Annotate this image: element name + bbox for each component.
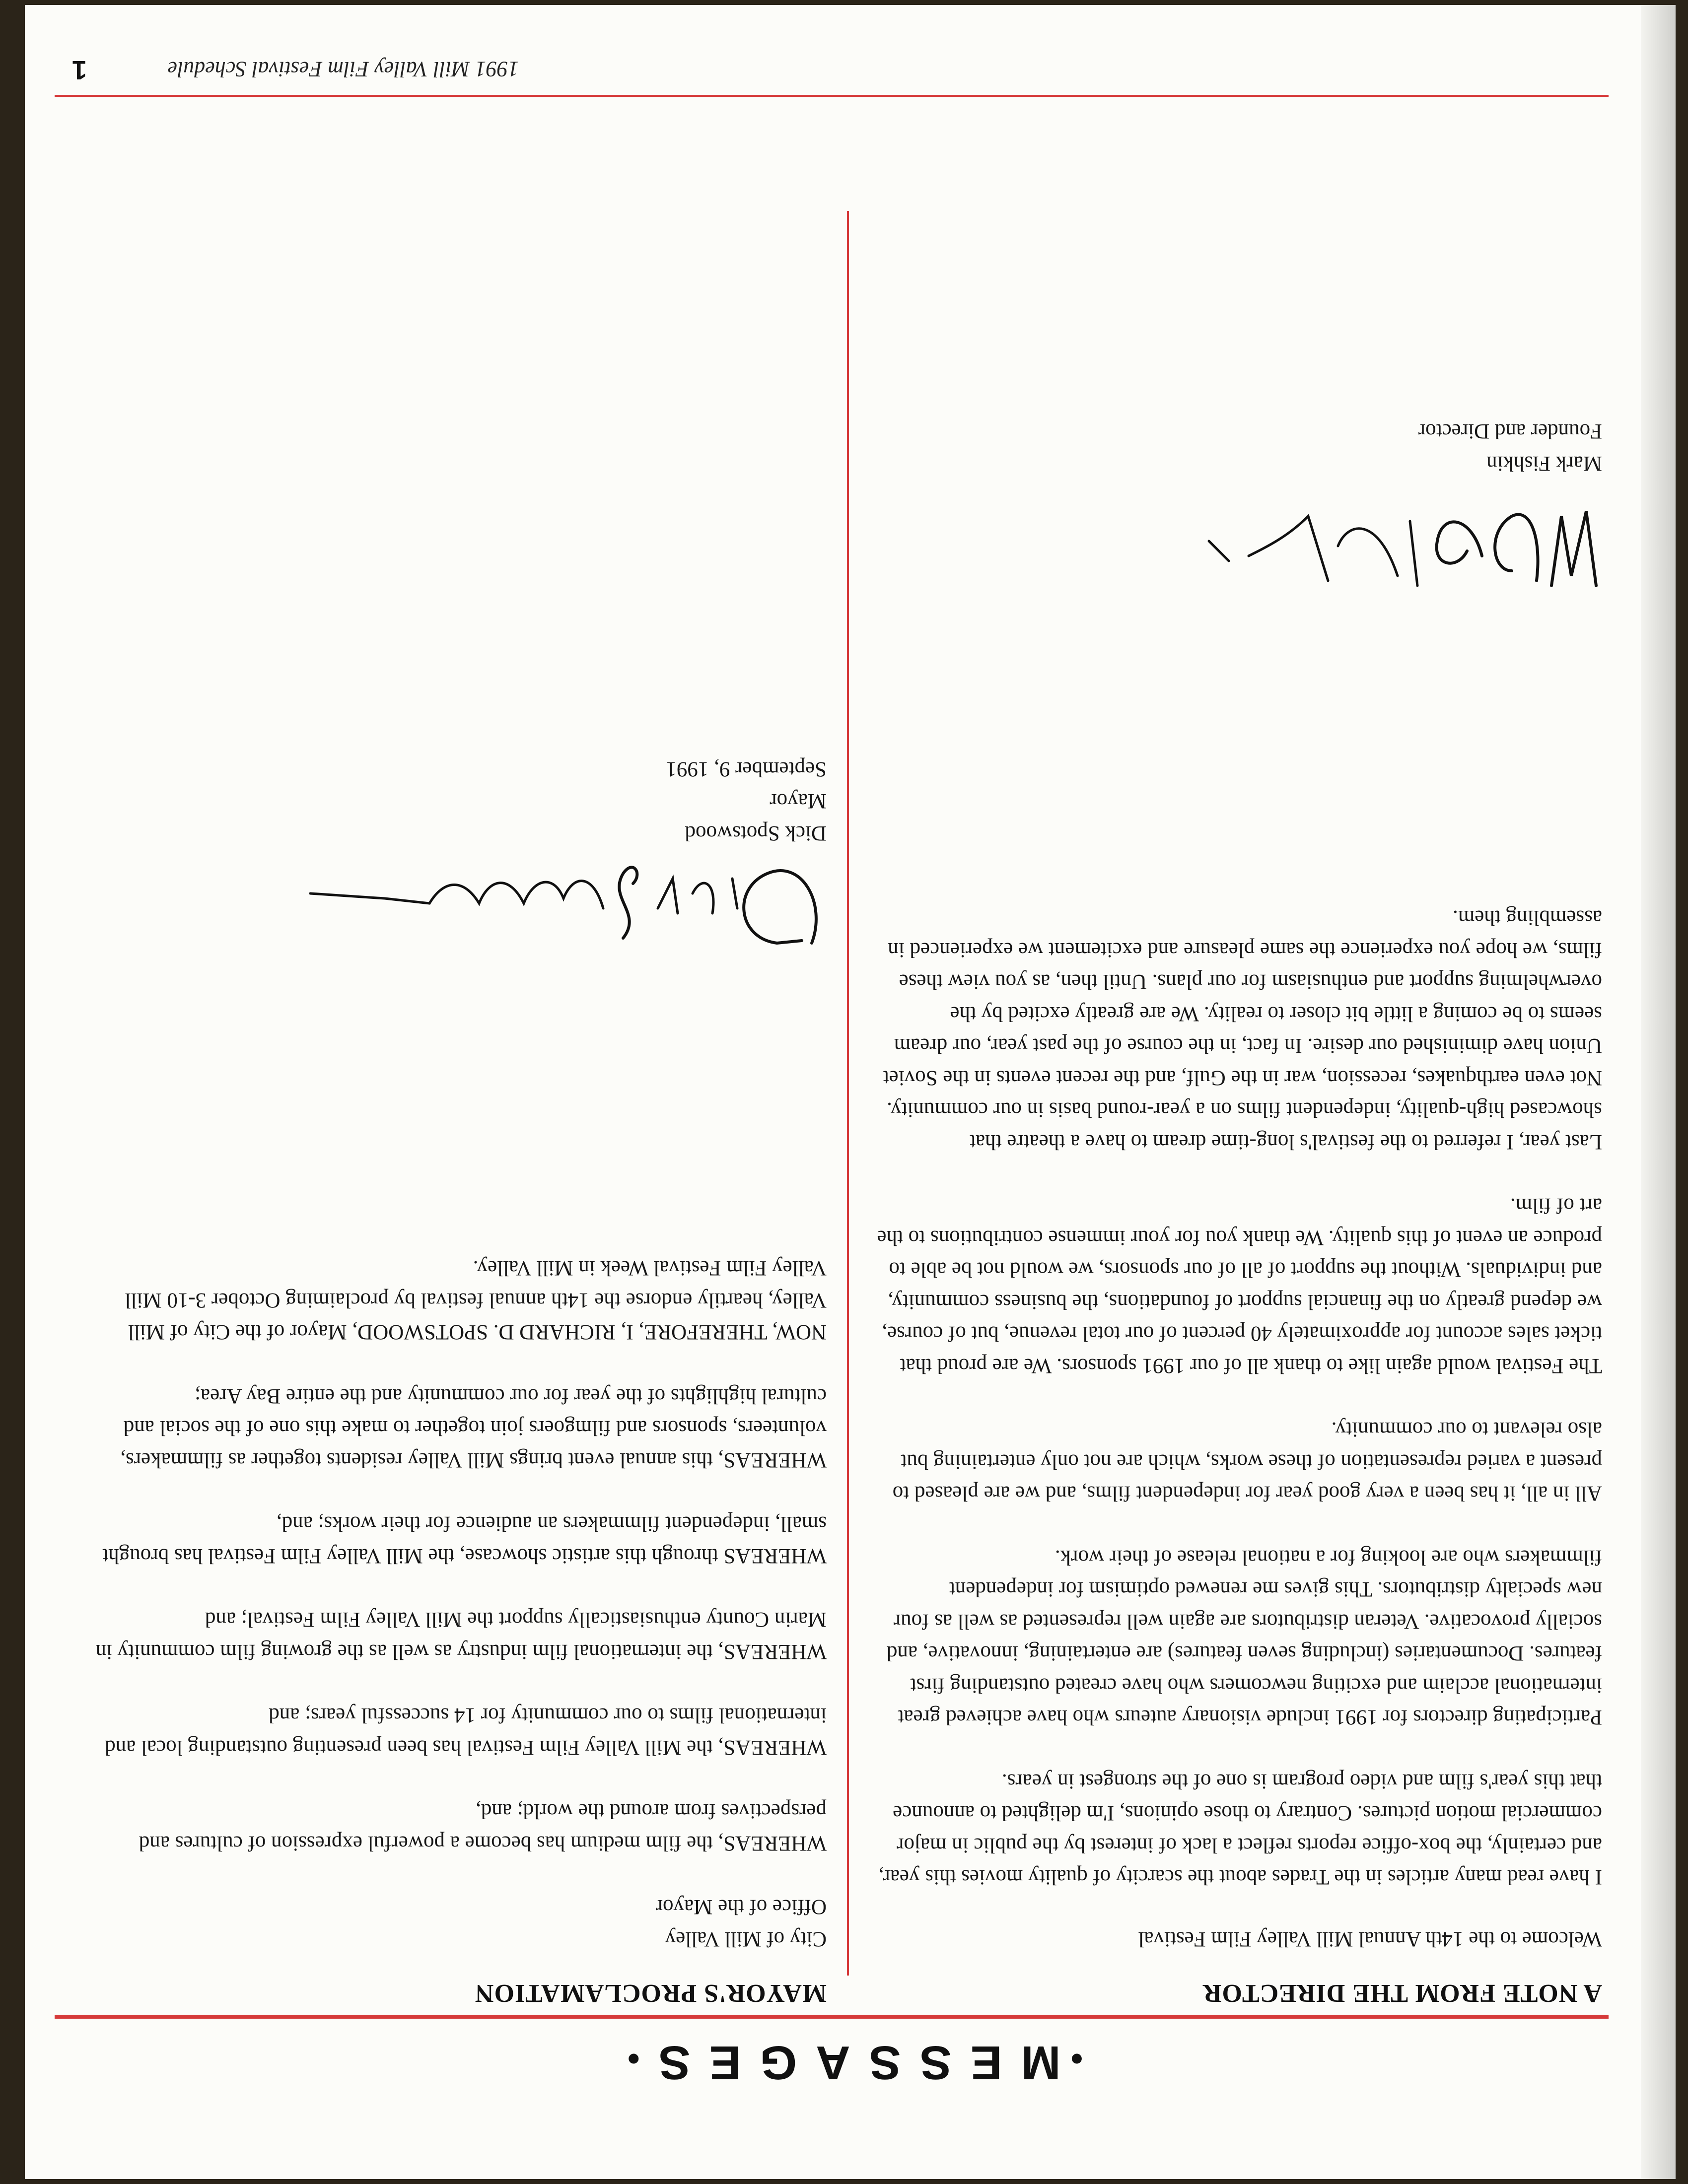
mayor-signer-name: Dick Spotswood <box>685 821 827 845</box>
director-paragraph: I have read many articles in the Trades about the scarcity of quality movies this year, and certainly, the box-office reports reflect a lack of interest by the public in major commercial motion pictures. Contrary to those opinions, I'm delighted to announce that this year's film and video program is one of the strongest in years. <box>878 1770 1602 1889</box>
director-signer-title: Founder and Director <box>1418 419 1602 443</box>
column-divider <box>847 211 849 1976</box>
mayor-signer-title: Mayor <box>770 789 827 813</box>
footer-publication: 1991 Mill Valley Film Festival Schedule <box>167 57 519 81</box>
mayor-signature <box>285 844 832 973</box>
bullet-right: • <box>617 2040 640 2079</box>
proclamation-date: September 9, 1991 <box>666 757 827 781</box>
proclamation-paragraph: WHEREAS through this artistic showcase, the Mill Valley Film Festival has brought small, independent filmmakers an audience for their works; and, <box>102 1512 827 1568</box>
director-paragraph: Last year, I referred to the festival's long-time dream to have a theatre that showcased high-quality, independent films on a year-round basis in our community. Not even earthquakes, recession, war in the Gulf, and the recent events in the Soviet Union have diminished our desire. In fact, in the course of the past year, our dream seems to be coming a little bit closer to reality. We are greatly excited by the overwhelming support and enthusiasm for our plans. Until then, as you view these films, we hope you experience the same pleasure and excitement we experienced in assembling them. <box>883 906 1602 1154</box>
banner-underline <box>55 2015 1609 2019</box>
mayor-column <box>87 1252 827 1955</box>
proclamation-paragraph: NOW, THEREFORE, I, RICHARD D. SPOTSWOOD, Mayor of the City of Mill Valley, heartily endorse the 14th annual festival by proclaiming October 3-10 Mill Valley Film Festival Week in Mill Valley. <box>125 1256 827 1344</box>
footer-rule <box>55 95 1609 97</box>
director-paragraph: Participating directors for 1991 include visionary auteurs who have achieved great international acclaim and exciting newcomers who have created outstanding first features. Documentaries (including seven features) are entertaining, innovative, and socially provocative. Veteran distributors are again well represented as well as four new specialty distributors. This gives me renewed optimism for independent filmmakers who are looking for a national release of their work. <box>886 1546 1602 1729</box>
director-signature-block <box>1155 415 1602 479</box>
magazine-page <box>25 5 1676 2179</box>
director-welcome: Welcome to the 14th Annual Mill Valley Film Festival <box>1138 1927 1602 1951</box>
page-number: 1 <box>71 55 87 85</box>
director-signer-name: Mark Fishkin <box>1486 452 1602 475</box>
banner-title: MESSAGES <box>639 2036 1061 2089</box>
page-gutter-shadow <box>1641 5 1676 2179</box>
messages-banner <box>25 2035 1676 2090</box>
director-column <box>872 901 1602 1955</box>
proclamation-paragraph: WHEREAS, the film medium has become a powerful expression of cultures and perspectives from around the world; and, <box>139 1799 827 1855</box>
director-paragraph: The Festival would again like to thank all of our 1991 sponsors. We are proud that ticket sales account for approximately 40 percent of our total revenue, but of course, we depend greatly on the financial support of foundations, the business community, and individuals. Without the support of all of our sponsors, we would not be able to produce an event of this quality. We thank you for your immense contributions to the art of film. <box>877 1194 1602 1377</box>
director-heading: A NOTE FROM THE DIRECTOR <box>1202 1979 1602 2007</box>
director-paragraph: All in all, it has been a very good year for independent films, and we are pleased to present a varied representation of these works, which are not only entertaining but also relevant to our community. <box>892 1418 1602 1505</box>
mayor-heading: MAYOR'S PROCLAMATION <box>474 1979 827 2007</box>
bullet-left: • <box>1060 2040 1083 2079</box>
mayor-office-city: City of Mill Valley <box>665 1927 827 1951</box>
proclamation-paragraph: WHEREAS, this annual event brings Mill Valley residents together as filmmakers, volunteers, sponsors and filmgoers join together to make this one of the social and cultural highlights of the year for our community and the entire Bay Area; <box>120 1384 827 1472</box>
mayor-office-title: Office of the Mayor <box>655 1895 827 1919</box>
director-signature <box>1159 486 1606 615</box>
proclamation-paragraph: WHEREAS, the Mill Valley Film Festival has been presenting outstanding local and international films to our community for 14 successful years; and <box>105 1704 827 1759</box>
mayor-signature-block <box>380 753 827 849</box>
proclamation-paragraph: WHEREAS, the international film industry as well as the growing film community in Marin County enthusiastically support the Mill Valley Film Festival; and <box>95 1608 827 1663</box>
